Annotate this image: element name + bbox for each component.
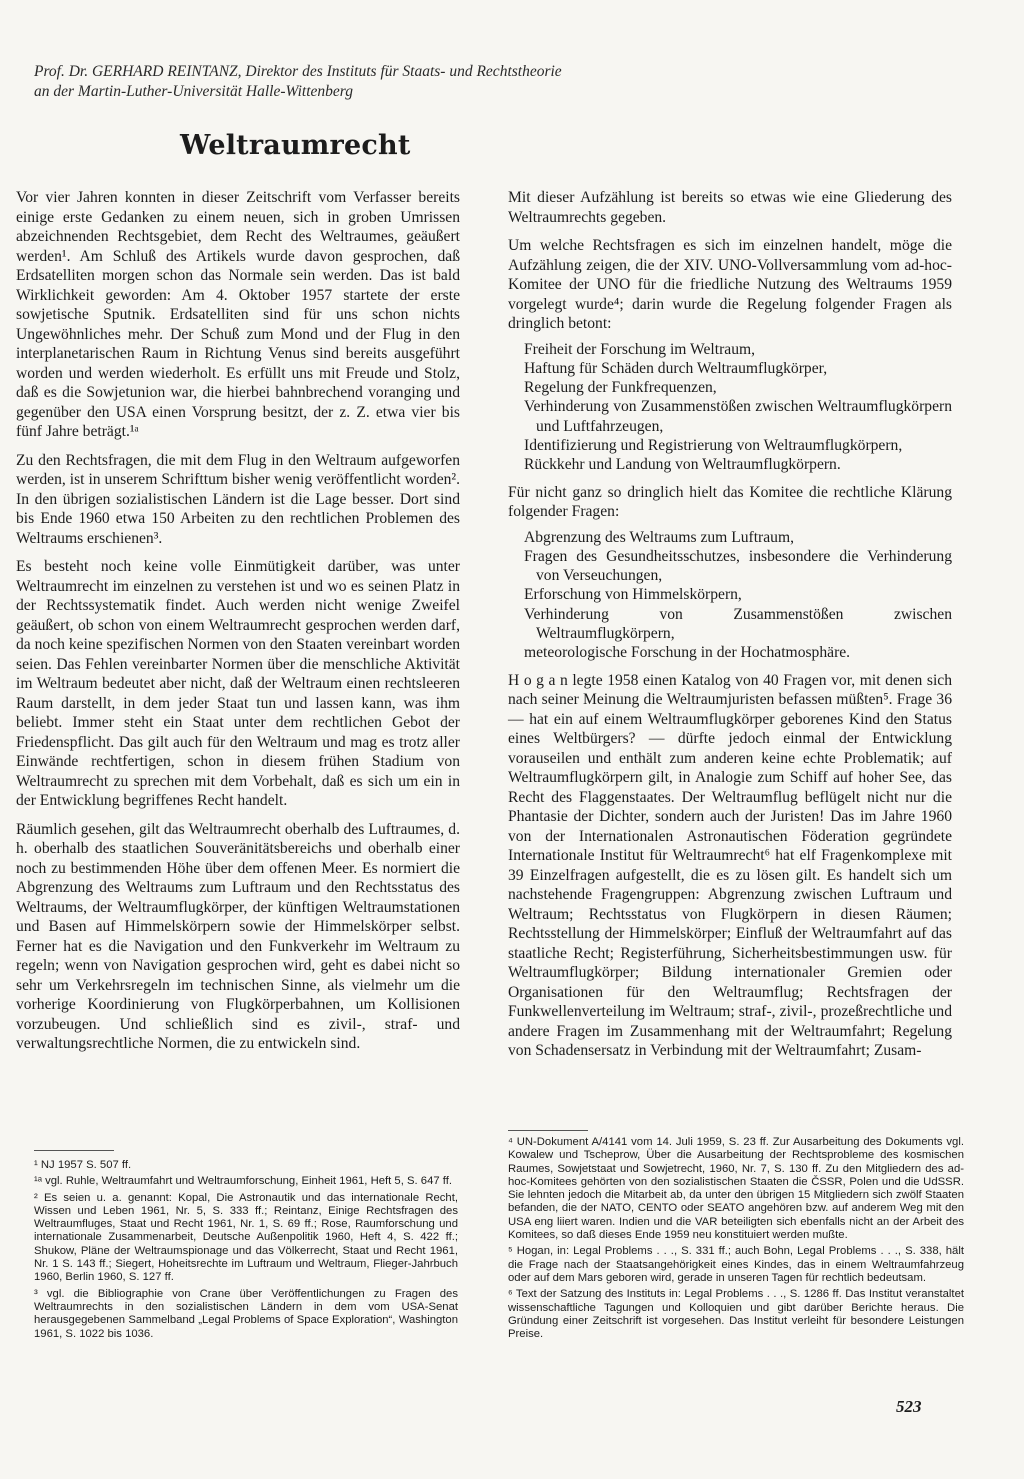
list-item: Rückkehr und Landung von Weltraumflugkörpern.	[524, 456, 841, 474]
list-item: Abgrenzung des Weltraums zum Luftraum,	[524, 528, 794, 546]
list-item: Fragen des Gesundheitsschutzes, insbesondere die Verhinderung von Verseuchungen,	[524, 547, 952, 585]
list-item: meteorologische Forschung in der Hochatmosphäre.	[524, 644, 851, 662]
footnote-divider	[34, 1150, 114, 1151]
footnote: ² Es seien u. a. genannt: Kopal, Die Astronautik und das internationale Recht, Wissen und Leben 1961, Nr. 5, S. 333 ff.; Reintanz, Einige Rechtsfragen des Weltraumfluges, Staat und Recht 1961, Nr. 1, S. 69 ff.; Rose, Raumforschung und internationale Zusammenarbeit, Deutsche Außenpolitik 1960, Heft 4, S. 422 ff.; Shukow, Pläne der Weltraumspionage und das Völkerrecht, Staat und Recht 1961, Nr. 1 S. 143 ff.; Siegert, Hoheitsrechte im Luftraum und Weltraum, Flieger-Jahrbuch 1960, Berlin 1960, S. 127 ff.	[34, 1191, 458, 1284]
footnotes-right	[508, 1136, 964, 1344]
list-item: Verhinderung von Zusammenstößen zwischen Weltraumflugkörpern,	[524, 605, 952, 643]
right-column	[508, 188, 952, 1070]
list-item: Verhinderung von Zusammenstößen zwischen Weltraumflugkörpern und Luftfahrzeugen,	[524, 398, 952, 435]
left-column	[16, 188, 460, 1063]
paragraph: Für nicht ganz so dringlich hielt das Komitee die rechtliche Klärung folgender Fragen:	[508, 483, 952, 521]
list-item: Identifizierung und Registrierung von Weltraumflugkörpern,	[524, 436, 903, 454]
paragraph: H o g a n legte 1958 einen Katalog von 40 Fragen vor, mit denen sich nach seiner Meinung die Weltraumjuristen befassen müßten⁵. Frage 36 — hat ein auf einem Weltraumflugkörper geborenes Kind den Status eines Weltbürgers? — dürfte jedoch einmal der Entwicklung vorauseilen und enthält zum anderen keine echte Problematik; auf Weltraumflugkörpern gilt, in Analogie zum Schiff auf hoher See, das Recht des Flaggenstaates. Der Weltraumflug beflügelt nicht nur die Phantasie der Dichter, sondern auch der Juristen! Das im Jahre 1960 von der Internationalen Astronautischen Föderation gegründete Internationale Institut für Weltraumrecht⁶ hat elf Fragenkomplexe mit 39 Einzelfragen aufgestellt, die es zu lösen gilt. Es handelt sich um nachstehende Fragengruppen: Abgrenzung zwischen Luftraum und Weltraum; Rechtsstatus von Flugkörpern in diesen Räumen; Rechtsstellung der Himmelskörper; Einfluß der Weltraumfahrt auf das staatliche Recht; Registerführung, Sicherheitsbestimmungen usw. für Weltraumflugkörper; Bildung internationaler Gremien oder Organisationen für den Weltraumflug; Rechtsfragen der Funkwellenverteilung im Weltraum; straf-, zivil-, prozeßrechtliche und andere Fragen im Zusammenhang mit der Weltraumfahrt; Regelung von Schadensersatz in Verbindung mit der Weltraumfahrt; Zusam-	[508, 671, 952, 1060]
paragraph: Mit dieser Aufzählung ist bereits so etwas wie eine Gliederung des Weltraumrechts gegeben.	[508, 189, 952, 226]
footnotes-left	[34, 1159, 458, 1344]
footnote: ¹ NJ 1957 S. 507 ff.	[34, 1159, 132, 1171]
list-item: Regelung der Funkfrequenzen,	[524, 379, 717, 397]
article-title: Weltraumrecht	[180, 130, 411, 161]
author-line-1: Prof. Dr. GERHARD REINTANZ, Direktor des Instituts für Staats- und Rechtstheorie	[34, 63, 562, 80]
author-line-2: an der Martin-Luther-Universität Halle-Wittenberg	[34, 83, 353, 100]
footnote: ³ vgl. die Bibliographie von Crane über Veröffentlichungen zu Fragen des Weltraumrechts in den sozialistischen Ländern in dem vom USA-Senat herausgegebenen Sammelband „Legal Problems of Space Exploration“, Washington 1961, S. 1022 bis 1036.	[34, 1287, 458, 1340]
paragraph: Räumlich gesehen, gilt das Weltraumrecht oberhalb des Luftraumes, d. h. oberhalb des staatlichen Souveränitätsbereichs und oberhalb einer noch zu bestimmenden Höhe über dem offenen Meer. Es normiert die Abgrenzung des Weltraums zum Luftraum und den Rechtsstatus des Weltraums, der Weltraumflugkörper, der künftigen Weltraumstationen und Basen auf Himmelskörpern sowie der Himmelskörper selbst. Ferner hat es die Navigation und den Funkverkehr im Weltraum zu regeln; wenn von Navigation gesprochen wird, geht es dabei nicht so sehr um Verkehrsregeln im technischen Sinne, als vielmehr um die vorherige Koordinierung von Flugkörperbahnen, um Kollisionen vorzubeugen. Und schließlich sind es zivil-, straf- und verwaltungsrechtliche Normen, die zu entwickeln sind.	[16, 820, 460, 1052]
footnote: ¹ᵃ vgl. Ruhle, Weltraumfahrt und Weltraumforschung, Einheit 1961, Heft 5, S. 647 ff.	[34, 1175, 453, 1188]
page-number: 523	[896, 1397, 922, 1416]
paragraph: Zu den Rechtsfragen, die mit dem Flug in den Weltraum aufgeworfen werden, ist in unserem Schrifttum bisher wenig veröffentlicht worden². In den übrigen sozialistischen Ländern ist die Lage besser. Dort sind bis Ende 1960 etwa 150 Arbeiten zu den rechtlichen Problemen des Weltraums erschienen³.	[16, 451, 460, 547]
footnote-divider	[508, 1130, 588, 1131]
list-item: Erforschung von Himmelskörpern,	[524, 586, 742, 604]
secondary-questions-list	[508, 528, 952, 663]
list-item: Freiheit der Forschung im Weltraum,	[524, 340, 756, 358]
footnote: ⁶ Text der Satzung des Instituts in: Legal Problems . . ., S. 1286 ff. Das Institut veranstaltet wissenschaftliche Tagungen und Kolloquien und gibt darüber Berichte heraus. Die Gründung einer Zeitschrift ist vorgesehen. Das Institut verleiht für besondere Leistungen Preise.	[508, 1288, 964, 1341]
footnote: ⁴ UN-Dokument A/4141 vom 14. Juli 1959, S. 23 ff. Zur Ausarbeitung des Dokuments vgl. Kowalew und Tscheprow, Über die Ausarbeitung der Rechtsprobleme des kosmischen Raumes, Sowjetstaat und Sowjetrecht, 1960, Nr. 7, S. 130 ff. Zu den Mitgliedern des ad-hoc-Komitees gehörten von den sozialistischen Staaten die ČSSR, Polen und die UdSSR. Sie lehnten jedoch die Mitarbeit ab, da unter den übrigen 15 Mitgliedern sich zwölf Staaten befanden, die der NATO, CENTO oder SEATO angehören bzw. auf anderem Weg mit den USA eng liiert waren. Indien und die VAR beteiligten sich ebenfalls nicht an der Arbeit des Komitees, so daß dieses Ende 1959 neu konstituiert werden mußte.	[508, 1136, 964, 1242]
paragraph: Vor vier Jahren konnten in dieser Zeitschrift vom Verfasser bereits einige erste Gedanken zu einem neuen, sich in groben Umrissen abzeichnenden Rechtsgebiet, dem Recht des Weltraumes, geäußert werden¹. Am Schluß des Artikels wurde davon gesprochen, daß Erdsatelliten morgen schon das Normale sein werden. Das ist bald Wirklichkeit geworden: Am 4. Oktober 1957 startete der erste sowjetische Sputnik. Erdsatelliten sind für uns schon nichts Ungewöhnliches mehr. Der Schuß zum Mond und der Flug in den interplanetarischen Raum in Richtung Venus sind bereits ausgeführt worden und werden wiederholt. Es erfüllt uns mit Freude und Stolz, daß es die Sowjetunion war, die hierbei bahnbrechend voranging und gegenüber den USA einen Vorsprung besitzt, der z. Z. etwa vier bis fünf Jahre beträgt.¹ᵃ	[16, 189, 460, 440]
urgent-questions-list	[508, 340, 952, 475]
author-affiliation	[34, 62, 714, 102]
list-item: Haftung für Schäden durch Weltraumflugkörper,	[524, 359, 828, 377]
paragraph: Es besteht noch keine volle Einmütigkeit darüber, was unter Weltraumrecht im einzelnen zu verstehen ist und wo es seinen Platz in der Rechtssystematik findet. Auch werden nicht wenige Zweifel geäußert, ob schon von einem Weltraumrecht gesprochen werden darf, da noch keine spezifischen Normen von den Staaten vereinbart worden seien. Das Fehlen vereinbarter Normen über die menschliche Aktivität im Weltraum bedeutet aber nicht, daß der Weltraum einen rechtsleeren Raum darstellt, in dem jeder Staat tun und lassen kann, was ihm beliebt. Immer steht ein Staat unter dem rechtlichen Gebot der Friedenspflicht. Das gilt auch für den Weltraum und mag es trotz aller Einwände rechtfertigen, schon in diesem frühen Stadium von Weltraumrecht zu sprechen mit dem Vorbehalt, daß es sich um ein in der Entwicklung begriffenes Recht handelt.	[16, 558, 460, 809]
paragraph: Um welche Rechtsfragen es sich im einzelnen handelt, möge die Aufzählung zeigen, die der XIV. UNO-Vollversammlung vom ad-hoc-Komitee der UNO für die friedliche Nutzung des Weltraums 1959 vorgelegt wurde⁴; darin wurde die Regelung folgender Fragen als dringlich betont:	[508, 237, 952, 332]
footnote: ⁵ Hogan, in: Legal Problems . . ., S. 331 ff.; auch Bohn, Legal Problems . . ., S. 338, hält die Frage nach der Staatsangehörigkeit eines Kindes, das in einem Weltraumfahrzeug oder auf dem Mars geboren wird, gerade in unseren Tagen für rechtlich bedeutsam.	[508, 1245, 964, 1284]
